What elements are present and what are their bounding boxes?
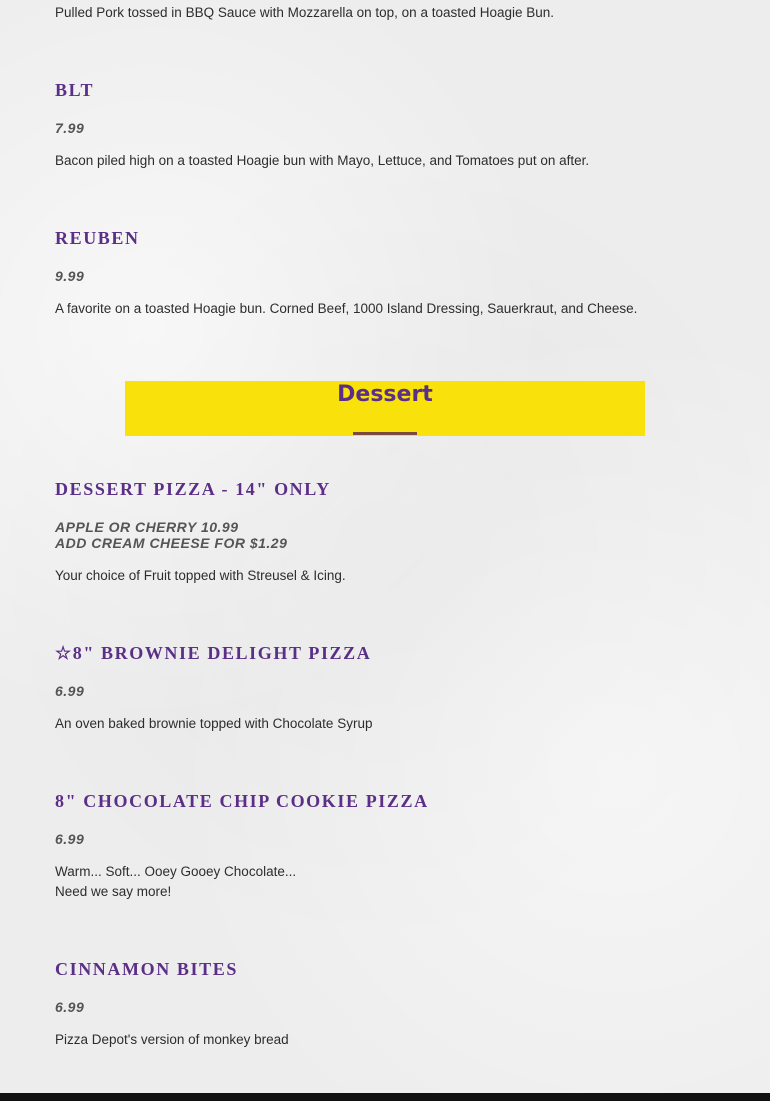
section-title-underline (353, 432, 417, 435)
cookie-pizza-description-line2: Need we say more! (55, 884, 172, 899)
cinnamon-bites-description: Pizza Depot's version of monkey bread (55, 1032, 289, 1047)
cookie-pizza-description-line1: Warm... Soft... Ooey Gooey Chocolate... (55, 864, 297, 879)
dessert-pizza-description: Your choice of Fruit topped with Streusel & Icing. (55, 568, 346, 583)
brownie-pizza-price: 6.99 (55, 683, 85, 699)
dessert-pizza-price-line2: ADD CREAM CHEESE FOR $1.29 (55, 535, 288, 551)
reuben-description: A favorite on a toasted Hoagie bun. Corned Beef, 1000 Island Dressing, Sauerkraut, and Cheese. (55, 301, 638, 316)
pulled-pork-description: Pulled Pork tossed in BBQ Sauce with Mozzarella on top, on a toasted Hoagie Bun. (55, 5, 555, 20)
brownie-pizza-description: An oven baked brownie topped with Chocolate Syrup (55, 716, 373, 731)
brownie-pizza-title: ☆8" BROWNIE DELIGHT PIZZA (55, 643, 372, 663)
dessert-section-title: Dessert (337, 382, 433, 407)
cookie-pizza-price: 6.99 (55, 831, 85, 847)
dessert-pizza-price-line1: APPLE OR CHERRY 10.99 (55, 519, 239, 535)
reuben-price: 9.99 (55, 268, 85, 284)
footer-bar (0, 1093, 770, 1101)
dessert-pizza-title: DESSERT PIZZA - 14" ONLY (55, 479, 331, 499)
cinnamon-bites-title: CINNAMON BITES (55, 959, 238, 979)
reuben-title: REUBEN (55, 228, 140, 248)
cookie-pizza-title: 8" CHOCOLATE CHIP COOKIE PIZZA (55, 791, 429, 811)
blt-price: 7.99 (55, 120, 85, 136)
cinnamon-bites-price: 6.99 (55, 999, 85, 1015)
dessert-section-banner (125, 381, 645, 436)
blt-title: BLT (55, 80, 95, 100)
blt-description: Bacon piled high on a toasted Hoagie bun with Mayo, Lettuce, and Tomatoes put on after. (55, 153, 590, 168)
